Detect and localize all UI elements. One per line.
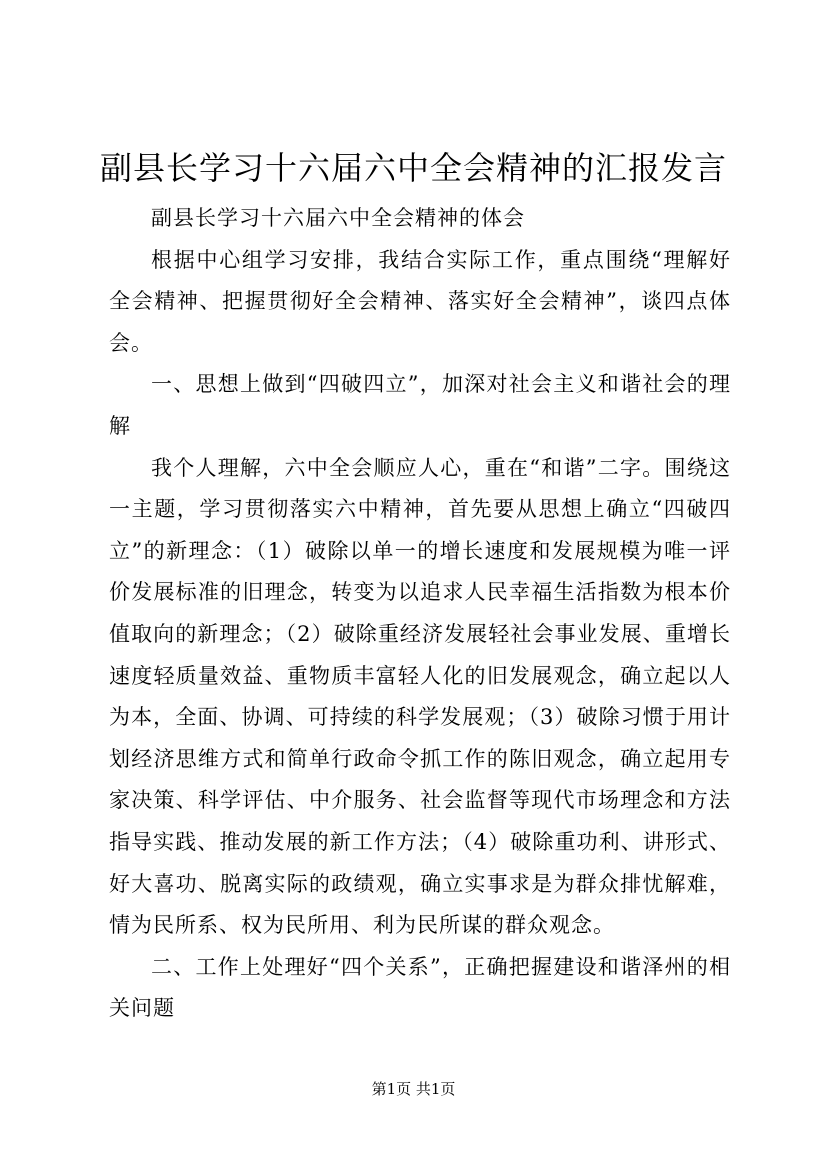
page-title: 副县长学习十六届六中全会精神的汇报发言 <box>99 149 727 187</box>
page-footer: 第1页 共1页 <box>371 1080 456 1098</box>
section-heading-2: 二、工作上处理好“四个关系”，正确把握建设和谐泽州的相关问题 <box>109 954 731 1021</box>
section-1-paragraph: 我个人理解，六中全会顺应人心，重在“和谐”二字。围绕这一主题，学习贯彻落实六中精神，首先要从思想上确立“四破四立”的新理念：（1）破除以单一的增长速度和发展规模为唯一评价发展标准的旧理念，转变为以追求人民幸福生活指数为根本价值取向的新理念；（2）破除重经济发展轻社会事业发展、重增长速度轻质量效益、重物质丰富轻人化的旧发展观念，确立起以人为本，全面、协调、可持续的科学发展观；（3）破除习惯于用计划经济思维方式和简单行政命令抓工作的陈旧观念，确立起用专家决策、科学评估、中介服务、社会监督等现代市场理念和方法指导实践、推动发展的新工作方法；（4）破除重功利、讲形式、好大喜功、脱离实际的政绩观，确立实事求是为群众排忧解难，情为民所系、权为民所用、利为民所谋的群众观念。 <box>109 455 731 938</box>
subtitle-paragraph: 副县长学习十六届六中全会精神的体会 <box>151 206 525 230</box>
intro-paragraph: 根据中心组学习安排，我结合实际工作，重点围绕“理解好全会精神、把握贯彻好全会精神、落实好全会精神”，谈四点体会。 <box>109 247 731 355</box>
section-heading-1: 一、思想上做到“四破四立”，加深对社会主义和谐社会的理解 <box>109 372 731 438</box>
document-body <box>109 198 731 1030</box>
